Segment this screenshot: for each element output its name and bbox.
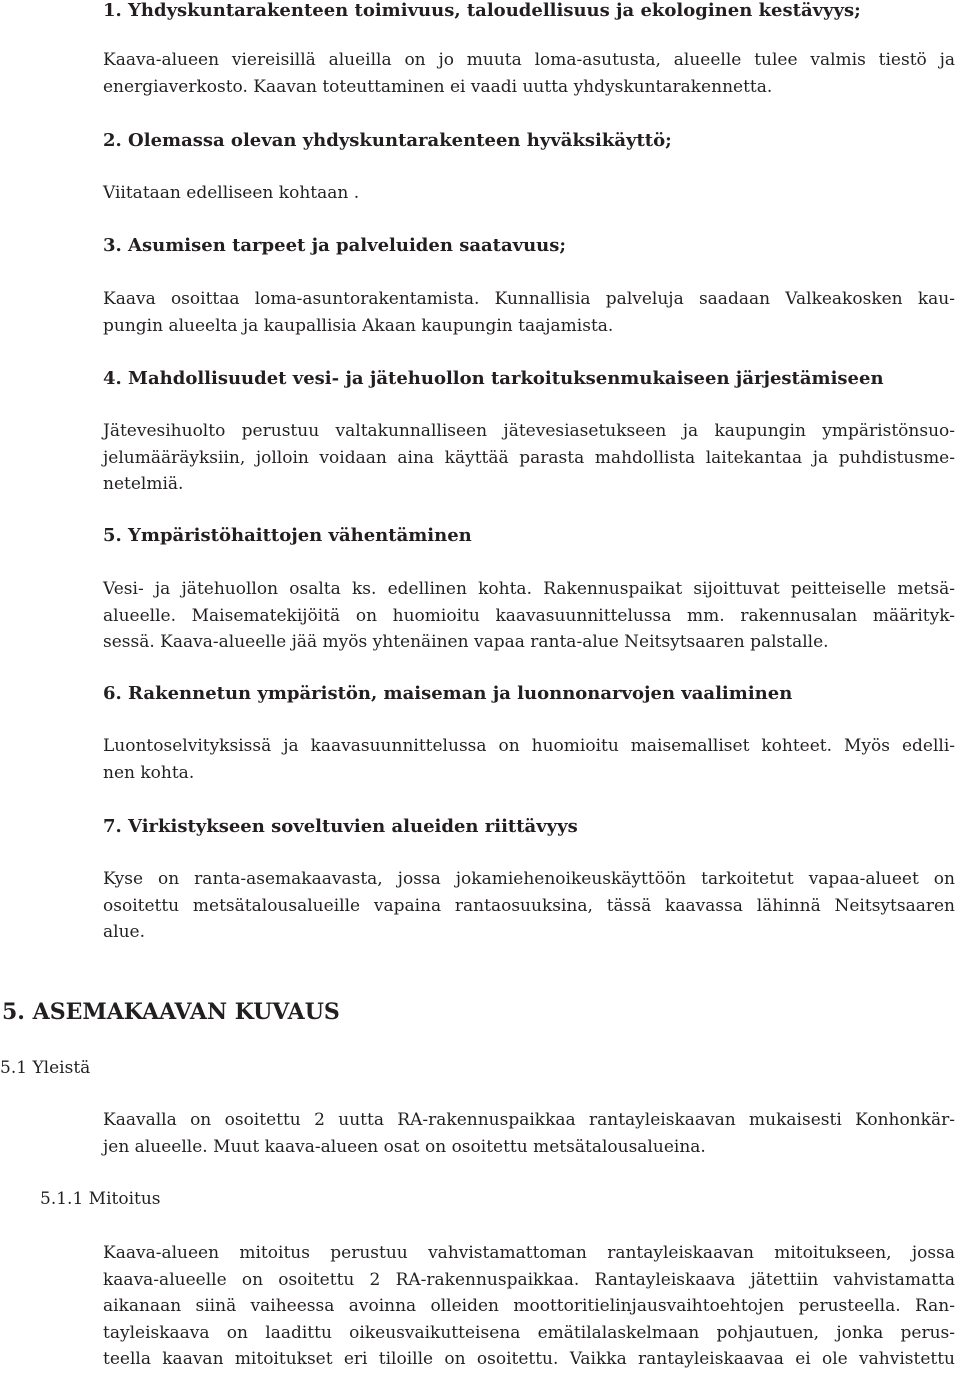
item-6-paragraph	[103, 733, 955, 786]
item-1-heading: 1. Yhdyskuntarakenteen toimivuus, taloudellisuus ja ekologinen kestävyys;	[103, 0, 861, 21]
item-1-paragraph	[103, 47, 955, 100]
text-line: Kaava osoittaa loma-asuntorakentamista. Kunnallisia palveluja saadaan Valkeakosken kau-	[103, 289, 955, 309]
text-line: Jätevesihuolto perustuu valtakunnalliseen jätevesiasetukseen ja kaupungin ympäristönsuo-	[103, 421, 955, 441]
text-line: alue.	[103, 922, 145, 942]
text-line: pungin alueelta ja kaupallisia Akaan kaupungin taajamista.	[103, 315, 614, 336]
text-line: sessä. Kaava-alueelle jää myös yhtenäinen vapaa ranta-alue Neitsytsaaren palstalle.	[103, 632, 829, 652]
item-7-heading: 7. Virkistykseen soveltuvien alueiden riittävyys	[103, 816, 578, 837]
item-2-heading: 2. Olemassa olevan yhdyskuntarakenteen hyväksikäyttö;	[103, 130, 672, 151]
text-line: nen kohta.	[103, 762, 195, 783]
text-line: jelumääräyksiin, jolloin voidaan aina käyttää parasta mahdollista laitekantaa ja puhdistusme-	[103, 447, 955, 468]
text-line: Kaavalla on osoitettu 2 uutta RA-rakennuspaikkaa rantayleiskaavan mukaisesti Konhonkär-	[103, 1110, 955, 1130]
section-title: 5. ASEMAKAAVAN KUVAUS	[2, 999, 340, 1025]
item-4-paragraph	[103, 418, 955, 498]
text-line: Kaava-alueen viereisillä alueilla on jo muuta loma-asutusta, alueelle tulee valmis tiestö ja	[103, 50, 955, 70]
text-line: netelmiä.	[103, 474, 184, 494]
item-4-heading: 4. Mahdollisuudet vesi- ja jätehuollon tarkoituksenmukaiseen järjestämiseen	[103, 368, 884, 389]
text-line: osoitettu metsätalousalueille vapaina rantaosuuksina, tässä kaavassa lähinnä Neitsytsaaren	[103, 895, 955, 916]
text-line: aikanaan siinä vaiheessa avoinna olleiden moottoritielinjausvaihtoehtojen perusteella. Ran-	[103, 1296, 955, 1316]
item-7-paragraph	[103, 866, 955, 946]
text-line: tayleiskaava on laadittu oikeusvaikutteisena emätilalaskelmaan pohjautuen, jonka perus-	[103, 1322, 955, 1343]
item-5-heading: 5. Ympäristöhaittojen vähentäminen	[103, 525, 472, 546]
item-6-heading: 6. Rakennetun ympäristön, maiseman ja luonnonarvojen vaaliminen	[103, 683, 793, 704]
text-line: Kyse on ranta-asemakaavasta, jossa jokamiehenoikeuskäyttöön tarkoitetut vapaa-alueet on	[103, 869, 955, 889]
text-line: Luontoselvityksissä ja kaavasuunnittelussa on huomioitu maisemalliset kohteet. Myös edelli-	[103, 736, 955, 756]
text-line: Viitataan edelliseen kohtaan .	[103, 183, 360, 203]
subsection-dimensioning-paragraph	[103, 1240, 955, 1373]
text-line: Kaava-alueen mitoitus perustuu vahvistamattoman rantayleiskaavan mitoitukseen, jossa	[103, 1243, 955, 1263]
item-5-paragraph	[103, 576, 955, 656]
text-line: Vesi- ja jätehuollon osalta ks. edellinen kohta. Rakennuspaikat sijoittuvat peitteiselle metsä-	[103, 579, 955, 599]
item-2-paragraph	[103, 180, 955, 207]
subsection-general-paragraph	[103, 1107, 955, 1160]
text-line: kaava-alueelle on osoitettu 2 RA-rakennuspaikkaa. Rantayleiskaava jätettiin vahvistamatta	[103, 1269, 955, 1290]
subsection-title-general: 5.1 Yleistä	[0, 1058, 91, 1078]
text-line: energiaverkosto. Kaavan toteuttaminen ei vaadi uutta yhdyskuntarakennetta.	[103, 76, 773, 97]
item-3-heading: 3. Asumisen tarpeet ja palveluiden saatavuus;	[103, 235, 567, 256]
text-line: alueelle. Maisematekijöitä on huomioitu kaavasuunnittelussa mm. rakennusalan määrityk-	[103, 605, 955, 626]
subsection-title-dimensioning: 5.1.1 Mitoitus	[40, 1189, 161, 1209]
text-line: jen alueelle. Muut kaava-alueen osat on osoitettu metsätalousalueina.	[103, 1136, 706, 1157]
text-line: teella kaavan mitoitukset eri tiloille on osoitettu. Vaikka rantayleiskaavaa ei ole vahvistettu	[103, 1349, 955, 1369]
item-3-paragraph	[103, 286, 955, 339]
